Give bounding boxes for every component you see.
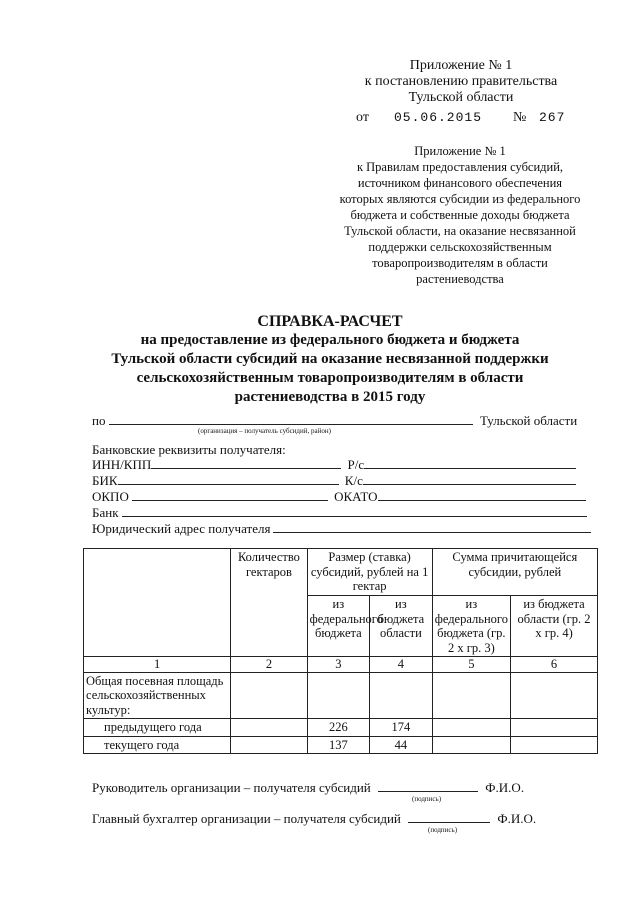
cell-curr-sum-reg[interactable]: [511, 736, 598, 754]
col-number: 3: [307, 657, 370, 673]
cell-total-rate-reg[interactable]: [370, 672, 433, 719]
cell-prev-sum-reg[interactable]: [511, 719, 598, 737]
title-line3: Тульской области субсидий на оказание несвязанной поддержки: [111, 351, 549, 367]
col-number: 6: [511, 657, 598, 673]
table-header-row: [84, 549, 598, 596]
appendix-rules-line1: Приложение № 1: [414, 144, 506, 158]
document-title: [70, 312, 590, 407]
cell-prev-qty[interactable]: [231, 719, 307, 737]
title-line4: сельскохозяйственным товаропроизводителям в области: [136, 370, 524, 386]
inn-field[interactable]: [151, 457, 341, 469]
decree-date: 05.06.2015: [394, 110, 483, 125]
rs-field[interactable]: [364, 457, 576, 469]
col-number: 1: [84, 657, 231, 673]
header-rate: Размер (ставка) субсидий, рублей на 1 гектар: [307, 549, 432, 596]
recipient-row: [92, 413, 577, 429]
bank-heading: Банковские реквизиты получателя:: [92, 442, 286, 457]
accountant-signature-field[interactable]: [408, 811, 490, 823]
bank-row: [92, 505, 587, 521]
cell-prev-rate-fed: 226: [307, 719, 370, 737]
recipient-hint: (организация – получатель субсидий, район): [198, 427, 331, 435]
cell-total-sum-reg[interactable]: [511, 672, 598, 719]
appendix-rules-line5: бюджета и собственные доходы бюджета: [350, 208, 570, 222]
appendix-decree-line1: Приложение № 1: [409, 58, 513, 73]
okpo-label: ОКПО: [92, 489, 129, 504]
table-row-curr: [84, 736, 598, 754]
header-blank-cell: [84, 549, 231, 657]
cell-curr-qty[interactable]: [231, 736, 307, 754]
cell-prev-rate-reg: 174: [370, 719, 433, 737]
okpo-field[interactable]: [132, 489, 328, 501]
bik-label: БИК: [92, 473, 118, 488]
cell-total-rate-fed[interactable]: [307, 672, 370, 719]
address-field[interactable]: [273, 521, 591, 533]
address-label: Юридический адрес получателя: [92, 521, 271, 536]
appendix-rules-line7: поддержки сельскохозяйственным: [368, 240, 552, 254]
title-line1: СПРАВКА-РАСЧЕТ: [257, 313, 403, 330]
appendix-decree-block: [330, 58, 592, 106]
okpo-row: [92, 489, 586, 505]
bik-field[interactable]: [118, 473, 339, 485]
bik-row: [92, 473, 576, 489]
accountant-fio: Ф.И.О.: [497, 811, 537, 826]
column-number-row: [84, 657, 598, 673]
accountant-signature-hint: (подпись): [428, 826, 458, 834]
header-rate-fed: из федерального бюджета: [307, 596, 370, 657]
header-sum: Сумма причитающейся субсидии, рублей: [432, 549, 597, 596]
bank-label: Банк: [92, 505, 119, 520]
table-row-total: [84, 672, 598, 719]
inn-row: [92, 457, 576, 473]
table-row-prev: [84, 719, 598, 737]
appendix-rules-line6: Тульской области, на оказание несвязанной: [344, 224, 576, 238]
col-number: 4: [370, 657, 433, 673]
head-fio: Ф.И.О.: [485, 780, 525, 795]
col-number: 2: [231, 657, 307, 673]
title-line5: растениеводства в 2015 году: [234, 389, 426, 405]
col-number: 5: [432, 657, 510, 673]
cell-curr-rate-reg: 44: [370, 736, 433, 754]
appendix-rules-line8: товаропроизводителям в области: [372, 256, 548, 270]
accountant-label: Главный бухгалтер организации – получателя субсидий: [92, 811, 401, 826]
appendix-rules-line3: источником финансового обеспечения: [357, 176, 563, 190]
cell-curr-rate-fed: 137: [307, 736, 370, 754]
head-signature-field[interactable]: [378, 780, 478, 792]
address-row: [92, 521, 591, 537]
accountant-signature-row: [92, 811, 536, 827]
head-signature-row: [92, 780, 524, 796]
decree-date-prefix: от: [356, 110, 369, 125]
decree-number-prefix: №: [513, 110, 527, 125]
header-sum-reg: из бюджета области (гр. 2 х гр. 4): [511, 596, 598, 657]
appendix-rules-line9: растениеводства: [416, 272, 504, 286]
inn-label: ИНН/КПП: [92, 457, 152, 472]
appendix-rules-line4: которых являются субсидии из федерального: [339, 192, 581, 206]
cell-total-qty[interactable]: [231, 672, 307, 719]
rs-label: Р/с: [347, 457, 365, 472]
recipient-suffix: Тульской области: [479, 413, 578, 428]
appendix-rules-block: [330, 143, 590, 287]
appendix-decree-line2: к постановлению правительства: [364, 74, 558, 89]
title-line2: на предоставление из федерального бюджета и бюджета: [140, 332, 520, 348]
cell-prev-sum-fed[interactable]: [432, 719, 510, 737]
row-total-label: Общая посевная площадь сельскохозяйственных культур:: [84, 672, 231, 719]
okato-label: ОКАТО: [334, 489, 378, 504]
okato-field[interactable]: [378, 489, 586, 501]
recipient-prefix: по: [92, 413, 106, 428]
header-sum-fed: из федерального бюджета (гр. 2 х гр. 3): [432, 596, 510, 657]
appendix-rules-line2: к Правилам предоставления субсидий,: [356, 160, 564, 174]
row-curr-label: текущего года: [84, 736, 231, 754]
head-label: Руководитель организации – получателя субсидий: [92, 780, 371, 795]
decree-number: 267: [539, 110, 566, 125]
head-signature-hint: (подпись): [412, 795, 442, 803]
cell-curr-sum-fed[interactable]: [432, 736, 510, 754]
subsidy-table: [83, 548, 598, 754]
ks-label: К/с: [344, 473, 363, 488]
header-rate-reg: из бюджета области: [370, 596, 433, 657]
bank-field[interactable]: [122, 505, 587, 517]
ks-field[interactable]: [363, 473, 576, 485]
header-qty: Количество гектаров: [231, 549, 307, 657]
row-prev-label: предыдущего года: [84, 719, 231, 737]
cell-total-sum-fed[interactable]: [432, 672, 510, 719]
recipient-field[interactable]: [109, 413, 473, 425]
appendix-decree-line3: Тульской области: [408, 90, 514, 105]
